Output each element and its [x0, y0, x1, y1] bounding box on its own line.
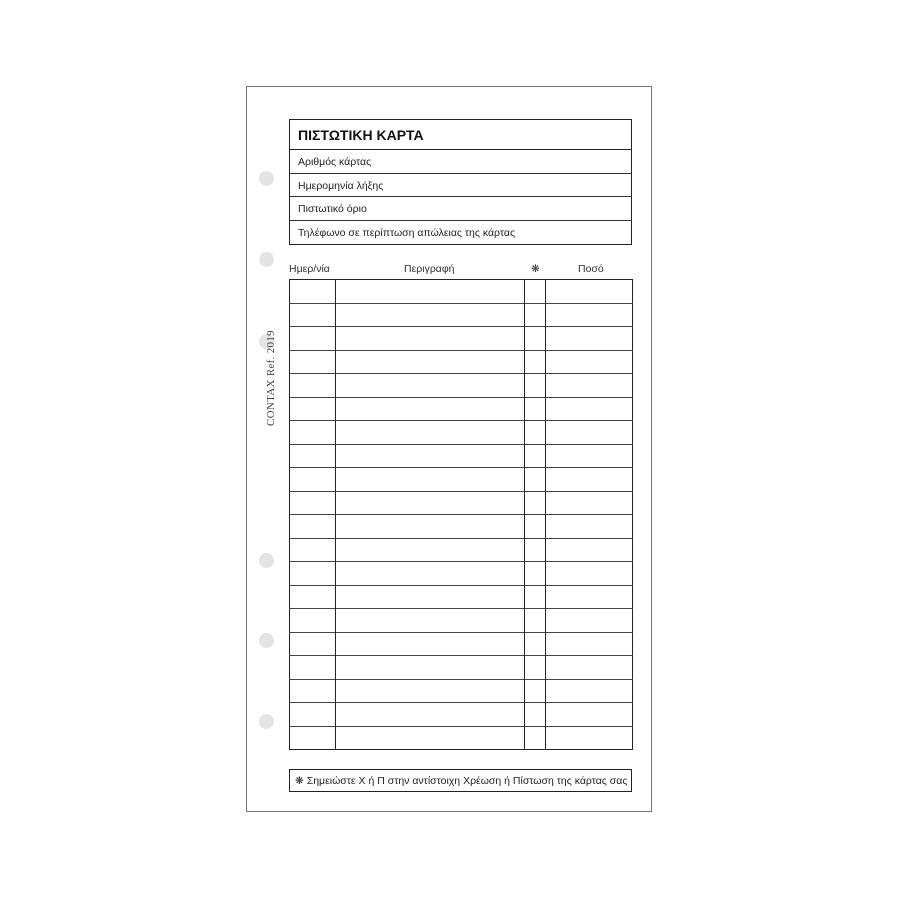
amount-cell[interactable] — [546, 703, 633, 727]
table-row — [290, 397, 633, 421]
amount-cell[interactable] — [546, 421, 633, 445]
date-cell[interactable] — [290, 468, 336, 492]
table-row — [290, 374, 633, 398]
punch-hole — [259, 171, 274, 186]
transactions-table — [289, 279, 633, 750]
punch-hole — [259, 553, 274, 568]
date-cell[interactable] — [290, 726, 336, 750]
description-cell[interactable] — [336, 515, 525, 539]
amount-cell[interactable] — [546, 562, 633, 586]
col-header-date: Ημερ/νία — [289, 263, 330, 275]
amount-cell[interactable] — [546, 726, 633, 750]
amount-cell[interactable] — [546, 444, 633, 468]
amount-cell[interactable] — [546, 632, 633, 656]
table-row — [290, 703, 633, 727]
amount-cell[interactable] — [546, 679, 633, 703]
amount-cell[interactable] — [546, 491, 633, 515]
description-cell[interactable] — [336, 632, 525, 656]
description-cell[interactable] — [336, 350, 525, 374]
date-cell[interactable] — [290, 327, 336, 351]
description-cell[interactable] — [336, 679, 525, 703]
amount-cell[interactable] — [546, 303, 633, 327]
table-row — [290, 515, 633, 539]
date-cell[interactable] — [290, 397, 336, 421]
amount-cell[interactable] — [546, 585, 633, 609]
amount-cell[interactable] — [546, 538, 633, 562]
amount-cell[interactable] — [546, 327, 633, 351]
table-row — [290, 632, 633, 656]
date-cell[interactable] — [290, 280, 336, 304]
planner-insert-page — [246, 86, 652, 812]
table-row — [290, 562, 633, 586]
description-cell[interactable] — [336, 609, 525, 633]
table-row — [290, 327, 633, 351]
date-cell[interactable] — [290, 703, 336, 727]
mark-cell[interactable] — [525, 632, 546, 656]
table-row — [290, 491, 633, 515]
date-cell[interactable] — [290, 303, 336, 327]
description-cell[interactable] — [336, 562, 525, 586]
date-cell[interactable] — [290, 632, 336, 656]
table-row — [290, 350, 633, 374]
lost-card-phone-field: Τηλέφωνο σε περίπτωση απώλειας της κάρτας — [298, 226, 516, 239]
date-cell[interactable] — [290, 538, 336, 562]
mark-cell[interactable] — [525, 444, 546, 468]
mark-cell[interactable] — [525, 585, 546, 609]
date-cell[interactable] — [290, 374, 336, 398]
description-cell[interactable] — [336, 491, 525, 515]
mark-cell[interactable] — [525, 703, 546, 727]
table-row — [290, 656, 633, 680]
description-cell[interactable] — [336, 303, 525, 327]
punch-hole — [259, 633, 274, 648]
table-row — [290, 585, 633, 609]
date-cell[interactable] — [290, 609, 336, 633]
col-header-description: Περιγραφή — [404, 263, 455, 275]
card-title: ΠΙΣΤΩΤΙΚΗ ΚΑΡΤΑ — [290, 120, 631, 150]
amount-cell[interactable] — [546, 656, 633, 680]
description-cell[interactable] — [336, 585, 525, 609]
date-cell[interactable] — [290, 491, 336, 515]
col-header-amount: Ποσό — [578, 263, 604, 275]
mark-cell[interactable] — [525, 656, 546, 680]
side-reference-text: CONTAX Ref. 2019 — [265, 330, 277, 426]
punch-hole — [259, 252, 274, 267]
mark-cell[interactable] — [525, 468, 546, 492]
mark-cell[interactable] — [525, 562, 546, 586]
date-cell[interactable] — [290, 562, 336, 586]
mark-cell[interactable] — [525, 491, 546, 515]
date-cell[interactable] — [290, 444, 336, 468]
date-cell[interactable] — [290, 350, 336, 374]
amount-cell[interactable] — [546, 280, 633, 304]
amount-cell[interactable] — [546, 609, 633, 633]
col-header-mark: ❋ — [531, 263, 540, 275]
amount-cell[interactable] — [546, 515, 633, 539]
credit-limit-field: Πιστωτικό όριο — [290, 197, 631, 221]
punch-hole — [259, 714, 274, 729]
footnote: ❋ Σημειώστε Χ ή Π στην αντίστοιχη Χρέωση ή Πίστωση της κάρτας σας — [289, 769, 632, 792]
table-row — [290, 679, 633, 703]
table-row — [290, 444, 633, 468]
mark-cell[interactable] — [525, 327, 546, 351]
description-cell[interactable] — [336, 327, 525, 351]
mark-cell[interactable] — [525, 421, 546, 445]
description-cell[interactable] — [336, 538, 525, 562]
mark-cell[interactable] — [525, 515, 546, 539]
mark-cell[interactable] — [525, 280, 546, 304]
amount-cell[interactable] — [546, 374, 633, 398]
description-cell[interactable] — [336, 374, 525, 398]
expiry-date-field: Ημερομηνία λήξης — [290, 174, 631, 198]
table-row — [290, 280, 633, 304]
table-row — [290, 303, 633, 327]
mark-cell[interactable] — [525, 303, 546, 327]
card-number-field: Αριθμός κάρτας — [290, 150, 631, 174]
table-row — [290, 468, 633, 492]
date-cell[interactable] — [290, 656, 336, 680]
mark-cell[interactable] — [525, 679, 546, 703]
mark-cell[interactable] — [525, 726, 546, 750]
mark-cell[interactable] — [525, 374, 546, 398]
table-row — [290, 726, 633, 750]
amount-cell[interactable] — [546, 468, 633, 492]
date-cell[interactable] — [290, 585, 336, 609]
mark-cell[interactable] — [525, 609, 546, 633]
table-row — [290, 421, 633, 445]
amount-cell[interactable] — [546, 397, 633, 421]
mark-cell[interactable] — [525, 538, 546, 562]
card-info-box — [289, 119, 632, 245]
description-cell[interactable] — [336, 656, 525, 680]
table-row — [290, 609, 633, 633]
description-cell[interactable] — [336, 468, 525, 492]
date-cell[interactable] — [290, 515, 336, 539]
table-row — [290, 538, 633, 562]
description-cell[interactable] — [336, 397, 525, 421]
date-cell[interactable] — [290, 421, 336, 445]
amount-cell[interactable] — [546, 350, 633, 374]
mark-cell[interactable] — [525, 350, 546, 374]
side-reference — [265, 330, 277, 426]
mark-cell[interactable] — [525, 397, 546, 421]
description-cell[interactable] — [336, 444, 525, 468]
description-cell[interactable] — [336, 280, 525, 304]
date-cell[interactable] — [290, 679, 336, 703]
description-cell[interactable] — [336, 421, 525, 445]
description-cell[interactable] — [336, 703, 525, 727]
description-cell[interactable] — [336, 726, 525, 750]
